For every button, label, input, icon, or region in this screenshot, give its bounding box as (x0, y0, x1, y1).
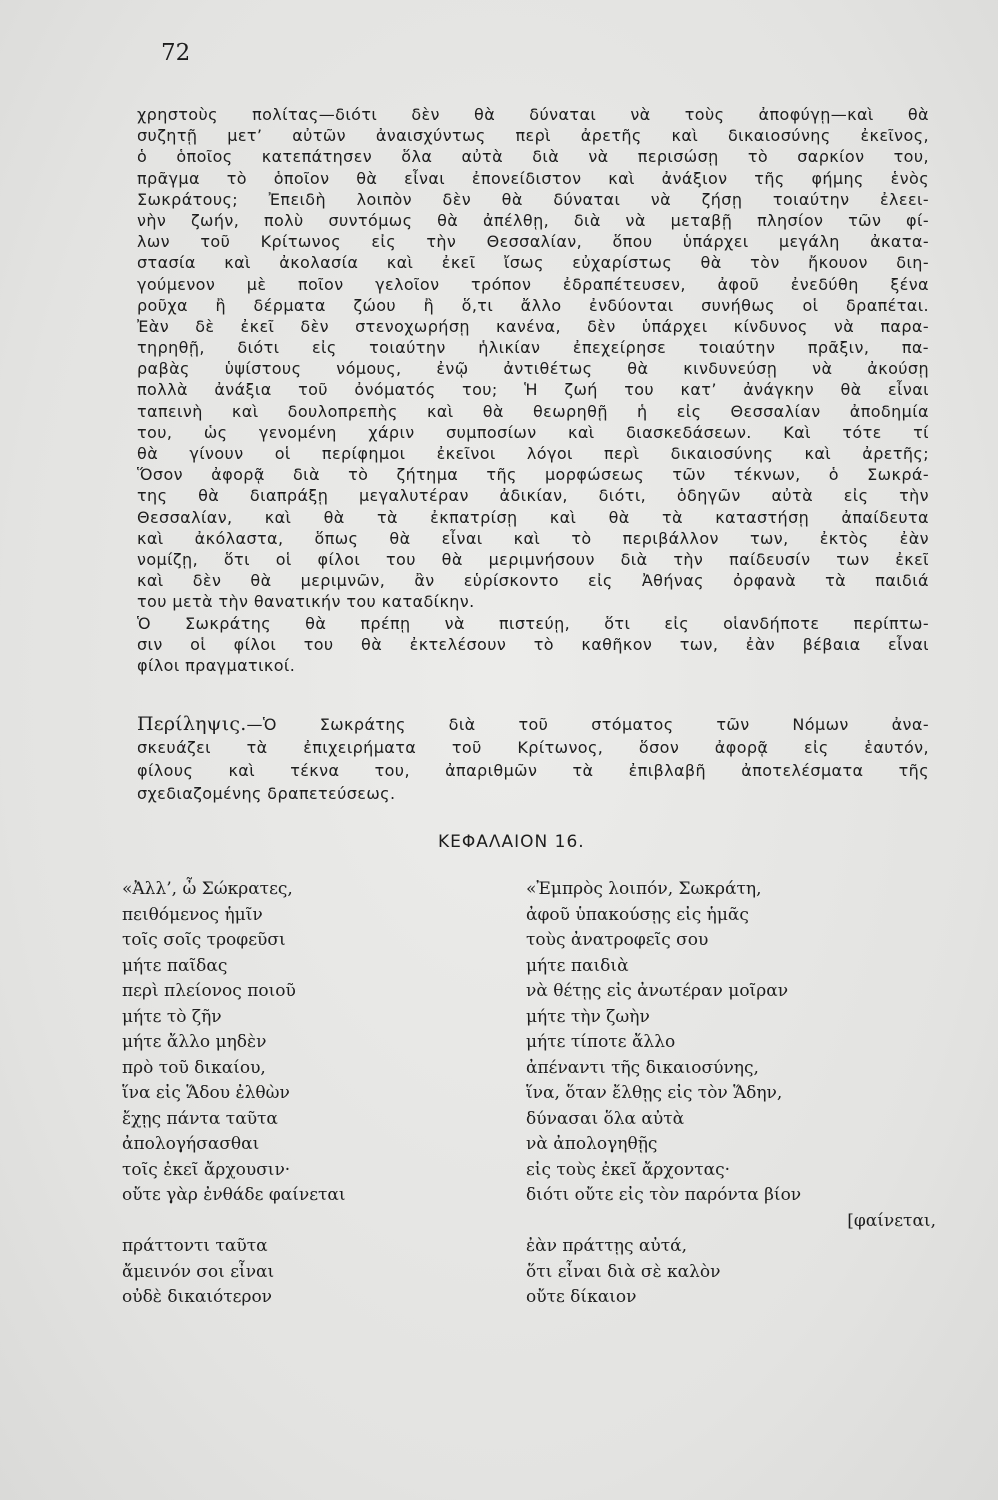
text-line: στασία καὶ ἀκολασία καὶ ἐκεῖ ἴσως εὐχαρίστως θὰ τὸν ἤκουον διη- (137, 253, 929, 273)
translation-column (526, 877, 946, 1311)
text-line: τηρηθῇ, διότι εἰς τοιαύτην ἡλικίαν ἐπεχείρησε τοιαύτην πρᾶξιν, πα- (137, 338, 929, 358)
text-line: Ὅσον ἀφορᾷ διὰ τὸ ζήτημα τῆς μορφώσεως τῶν τέκνων, ὁ Σωκρά- (137, 465, 929, 485)
translation-line: τοὺς ἀνατροφεῖς σου (526, 930, 709, 950)
text-line: ταπεινὴ καὶ δουλοπρεπὴς καὶ θὰ θεωρηθῇ ἡ εἰς Θεσσαλίαν ἀποδημία (137, 401, 929, 421)
text-line: πολλὰ ἀνάξια τοῦ ὀνόματός του; Ἡ ζωή του κατ’ ἀνάγκην θὰ εἶναι (137, 380, 929, 400)
summary-line (137, 713, 929, 736)
text-line: καὶ ἀκόλαστα, ὅπως θὰ εἶναι καὶ τὸ περιβάλλον των, ἐκτὸς ἐὰν (137, 528, 929, 548)
summary-paragraph (137, 713, 929, 805)
text-line: καὶ δὲν θὰ μεριμνῶν, ἂν εὑρίσκοντο εἰς Ἀθήνας ὀρφανὰ τὰ παιδιά (137, 571, 929, 591)
verse-line: πρὸ τοῦ δικαίου, (122, 1057, 266, 1078)
verse-line: μήτε τὸ ζῆν (122, 1006, 222, 1027)
text-line: νομίζῃ, ὅτι οἱ φίλοι του θὰ μεριμνήσουν διὰ τὴν παίδευσίν των ἐκεῖ (137, 549, 929, 569)
text-line: γούμενον μὲ ποῖον γελοῖον τρόπον ἐδραπέτευσεν, ἀφοῦ ἐνεδύθη ξένα (137, 274, 929, 294)
translation-line: νὰ ἀπολογηθῇς (526, 1134, 658, 1154)
translation-line: ὅτι εἶναι διὰ σὲ καλὸν (526, 1261, 721, 1282)
text-line: πρᾶγμα τὸ ὁποῖον θὰ εἶναι ἐπονείδιστον καὶ ἀνάξιον τῆς φήμης ἑνὸς (137, 168, 929, 188)
summary-heading: Περίληψις. (137, 713, 247, 735)
text-line: Ὁ Σωκράτης θὰ πρέπῃ νὰ πιστεύῃ, ὅτι εἰς οἱανδήποτε περίπτω- (137, 613, 929, 633)
translation-line: ἵνα, ὅταν ἔλθῃς εἰς τὸν Ἅδην, (526, 1083, 783, 1103)
translation-line: δύνασαι ὅλα αὐτὰ (526, 1108, 685, 1129)
summary-line: σχεδιαζομένης δραπετεύσεως. (137, 784, 396, 803)
verse-line: μήτε ἄλλο μηδὲν (122, 1032, 267, 1052)
text-line: Θεσσαλίαν, καὶ θὰ τὰ ἐκπατρίσῃ καὶ θὰ τὰ καταστήσῃ ἀπαίδευτα (137, 507, 929, 527)
translation-line: ἀφοῦ ὑπακούσῃς εἰς ἡμᾶς (526, 904, 749, 925)
translation-line: νὰ θέτῃς εἰς ἀνωτέραν μοῖραν (526, 981, 789, 1001)
verse-line: πειθόμενος ἡμῖν (122, 904, 263, 925)
verse-line: οὔτε γὰρ ἐνθάδε φαίνεται (122, 1185, 346, 1205)
translation-line: μήτε παιδιὰ (526, 955, 629, 976)
verse-line-blank (122, 1209, 502, 1235)
original-text-column (122, 877, 502, 1311)
verse-line: ἀπολογήσασθαι (122, 1134, 260, 1154)
summary-line: σκευάζει τὰ ἐπιχειρήματα τοῦ Κρίτωνος, ὅσον ἀφορᾷ εἰς ἑαυτόν, (137, 738, 929, 757)
text-line: ροῦχα ἢ δέρματα ζώου ἢ ὅ,τι ἄλλο ἐνδύονται συνήθως οἱ δραπέται. (137, 295, 929, 315)
verse-line: μήτε παῖδας (122, 955, 228, 976)
translation-line-continuation: [φαίνεται, (847, 1210, 936, 1231)
text-line: του, ὡς γενομένη χάριν συμποσίων καὶ διασκεδάσεων. Καὶ τότε τί (137, 422, 929, 442)
translation-line: εἰς τοὺς ἐκεῖ ἄρχοντας· (526, 1159, 731, 1180)
text-line: χρηστοὺς πολίτας—διότι δὲν θὰ δύναται νὰ τοὺς ἀποφύγῃ—καὶ θὰ (137, 105, 929, 124)
text-line: Σωκράτους; Ἐπειδὴ λοιπὸν δὲν θὰ δύναται νὰ ζήσῃ τοιαύτην ἐλεει- (137, 189, 929, 209)
translation-line: ἐὰν πράττῃς αὐτά, (526, 1236, 688, 1256)
summary-line: φίλους καὶ τέκνα του, ἀπαριθμῶν τὰ ἐπιβλαβῆ ἀποτελέσματα τῆς (137, 761, 929, 780)
verse-line: ἔχῃς πάντα ταῦτα (122, 1108, 278, 1129)
verse-line: πράττοντι ταῦτα (122, 1236, 268, 1256)
page-number: 72 (161, 40, 191, 66)
translation-line: διότι οὔτε εἰς τὸν παρόντα βίον (526, 1185, 802, 1205)
text-line: θὰ γίνουν οἱ περίφημοι ἐκεῖνοι λόγοι περὶ δικαιοσύνης καὶ ἀρετῆς; (137, 444, 929, 463)
chapter-title: ΚΕΦΑΛΑΙΟΝ 16. (438, 832, 585, 852)
text-line: νὴν ζωήν, πολὺ συντόμως θὰ ἀπέλθῃ, διὰ νὰ μεταβῇ πλησίον τῶν φί- (137, 210, 929, 230)
summary-text: —Ὁ Σωκράτης διὰ τοῦ στόματος τῶν Νόμων ἀνα- (246, 715, 929, 734)
text-line: λων τοῦ Κρίτωνος εἰς τὴν Θεσσαλίαν, ὅπου ὑπάρχει μεγάλη ἀκατα- (137, 232, 929, 252)
text-line: Ἐὰν δὲ ἐκεῖ δὲν στενοχωρήσῃ κανένα, δὲν ὑπάρχει κίνδυνος νὰ παρα- (137, 316, 929, 336)
translation-line: οὔτε δίκαιον (526, 1287, 637, 1307)
translation-line: ἀπέναντι τῆς δικαιοσύνης, (526, 1057, 759, 1078)
verse-line: περὶ πλείονος ποιοῦ (122, 981, 296, 1001)
text-line: του μετὰ τὴν θανατικήν του καταδίκην. (137, 592, 475, 612)
verse-line: οὐδὲ δικαιότερον (122, 1287, 273, 1307)
verse-line: ἄμεινόν σοι εἶναι (122, 1261, 275, 1282)
verse-line: «Ἀλλ’, ὦ Σώκρατες, (122, 879, 293, 899)
translation-line: μήτε τὴν ζωὴν (526, 1006, 650, 1027)
verse-line: ἵνα εἰς Ἅδου ἐλθὼν (122, 1083, 290, 1103)
text-line: φίλοι πραγματικοί. (137, 655, 296, 675)
body-text (137, 104, 929, 676)
translation-line: μήτε τίποτε ἄλλο (526, 1032, 676, 1052)
translation-line: «Ἐμπρὸς λοιπόν, Σωκράτη, (526, 879, 762, 899)
verse-line: τοῖς σοῖς τροφεῦσι (122, 930, 286, 950)
text-line: σιν οἱ φίλοι του θὰ ἐκτελέσουν τὸ καθῆκον των, ἐὰν βέβαια εἶναι (137, 634, 929, 654)
text-line: ραβὰς ὑψίστους νόμους, ἐνῷ ἀντιθέτως θὰ κινδυνεύσῃ νὰ ἀκούσῃ (137, 359, 929, 379)
text-line: ὁ ὁποῖος κατεπάτησεν ὅλα αὐτὰ διὰ νὰ περισώσῃ τὸ σαρκίον του, (137, 147, 929, 167)
verse-line: τοῖς ἐκεῖ ἄρχουσιν· (122, 1159, 291, 1180)
text-line: συζητῇ μετ’ αὐτῶν ἀναισχύντως περὶ ἀρετῆς καὶ δικαιοσύνης ἐκεῖνος, (137, 126, 929, 146)
text-line: της θὰ διαπράξῃ μεγαλυτέραν ἀδικίαν, διότι, ὁδηγῶν αὐτὰ εἰς τὴν (137, 486, 929, 506)
